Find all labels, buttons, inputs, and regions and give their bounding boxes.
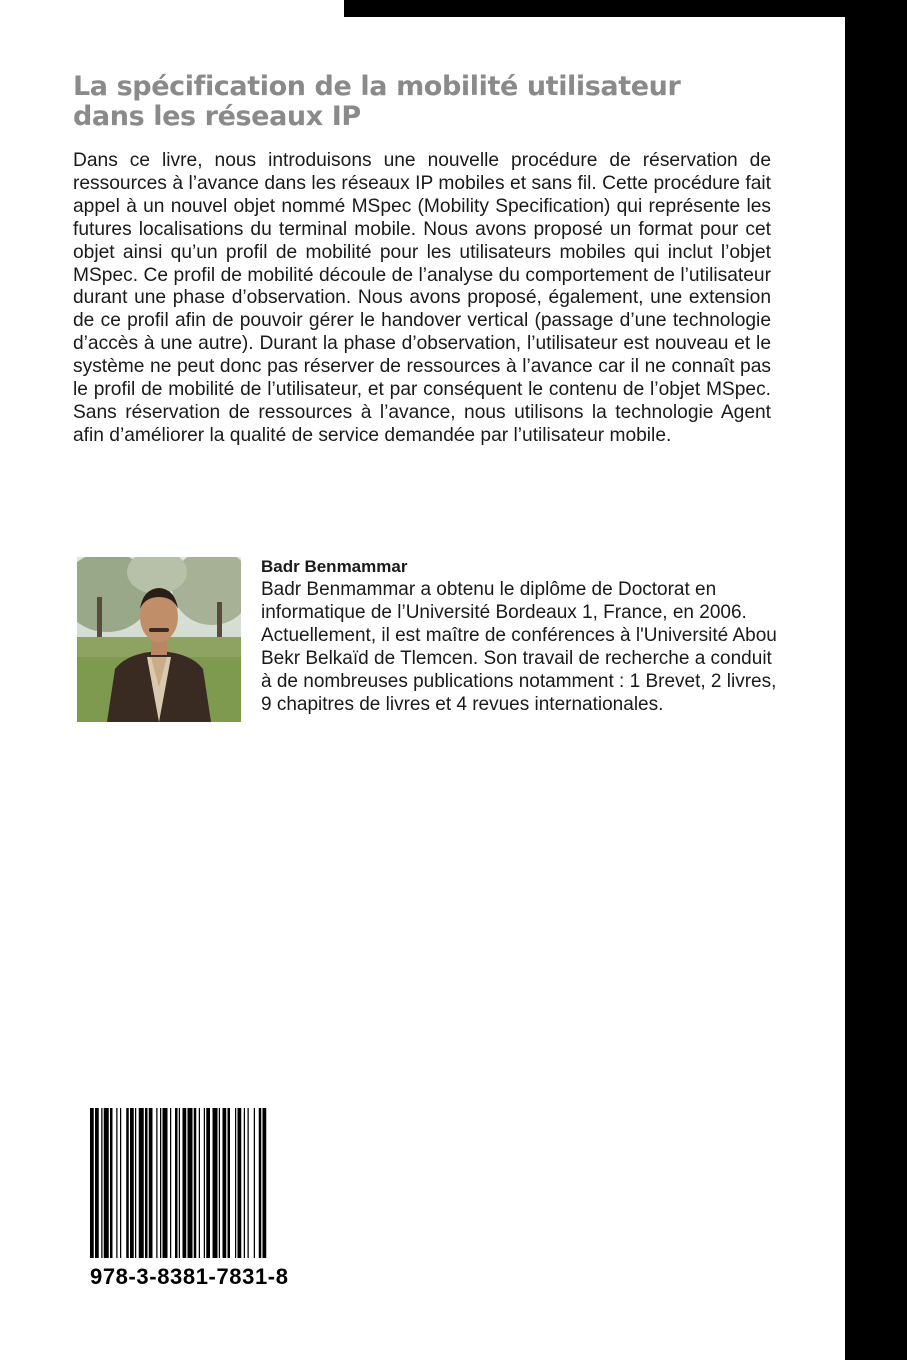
author-name: Badr Benmammar <box>261 557 408 576</box>
barcode-bar <box>160 1108 161 1258</box>
barcode-bar <box>248 1108 249 1258</box>
book-title-line-1: La spécification de la mobilité utilisateur <box>73 71 681 102</box>
barcode-bar <box>95 1108 99 1258</box>
barcode-bar <box>116 1108 117 1258</box>
barcode-bar <box>130 1108 134 1258</box>
barcode-bar <box>156 1108 157 1258</box>
barcode-bar <box>145 1108 148 1258</box>
barcode-bar <box>149 1108 153 1258</box>
barcode-bar <box>90 1108 94 1258</box>
barcode-bar <box>188 1108 193 1258</box>
barcode-bar <box>179 1108 180 1258</box>
barcode-bar <box>244 1108 245 1258</box>
barcode-bar <box>175 1108 178 1258</box>
book-title <box>73 72 773 132</box>
barcode-bar <box>235 1108 236 1258</box>
barcode-bar <box>163 1108 168 1258</box>
top-black-bar <box>344 0 907 17</box>
barcode-bar <box>139 1108 144 1258</box>
barcode-bar <box>126 1108 129 1258</box>
barcode-bar <box>170 1108 171 1258</box>
barcode-bar <box>223 1108 227 1258</box>
author-bio: Badr Benmammar a obtenu le diplôme de Doctorat en informatique de l’Université Bordeaux 1, France, en 2006. Actuellement, il est maître de conférences à l'Université Abou Bekr Belkaïd de Tlemcen. Son travail de recherche a conduit à de nombreuses publications notamment : 1 Brevet, 2 livres, 9 chapitres de livres et 4 revues internationales. <box>261 579 777 715</box>
barcode-bar <box>259 1108 262 1258</box>
barcode-bar <box>213 1108 218 1258</box>
isbn-barcode <box>90 1108 358 1258</box>
author-photo-image <box>77 557 241 722</box>
barcode-bar <box>219 1108 220 1258</box>
barcode-bar <box>135 1108 136 1258</box>
barcode-bar <box>110 1108 113 1258</box>
barcode-bar <box>101 1108 102 1258</box>
barcode-bar <box>199 1108 200 1258</box>
isbn-number: 978-3-8381-7831-8 <box>90 1264 289 1289</box>
barcode-bar <box>104 1108 109 1258</box>
book-title-line-2: dans les réseaux IP <box>73 101 361 132</box>
barcode-bar <box>254 1108 255 1258</box>
barcode-bar <box>194 1108 197 1258</box>
right-black-bar <box>845 0 907 1360</box>
barcode-bar <box>120 1108 121 1258</box>
barcode-bar <box>228 1108 231 1258</box>
author-photo <box>77 557 241 722</box>
book-description: Dans ce livre, nous introduisons une nouvelle procédure de réservation de ressources à l’avance dans les réseaux IP mobiles et sans fil. Cette procédure fait appel à un nouvel objet nommé MSpec (Mobility Specification) qui représente les futures localisations du terminal mobile. Nous avons proposé un format pour cet objet ainsi qu’un profil de mobilité pour les utilisateurs mobiles qui inclut l’objet MSpec. Ce profil de mobilité découle de l’analyse du comportement de l’utilisateur durant une phase d’observation. Nous avons proposé, également, une extension de ce profil afin de pouvoir gérer le handover vertical (passage d’une technologie d’accès à une autre). Durant la phase d’observation, l’utilisateur est nouveau et le système ne peut donc pas réserver de ressources à l’avance car il ne connaît pas le profil de mobilité de l’utilisateur, et par conséquent le contenu de l’objet MSpec. Sans réservation de ressources à l’avance, nous utilisons la technologie Agent afin d’améliorer la qualité de service demandée par l’utilisateur mobile. <box>73 150 771 446</box>
barcode-bar <box>204 1108 205 1258</box>
barcode-bar <box>238 1108 242 1258</box>
barcode-bar <box>206 1108 210 1258</box>
barcode-bar <box>183 1108 187 1258</box>
barcode-bar <box>263 1108 267 1258</box>
